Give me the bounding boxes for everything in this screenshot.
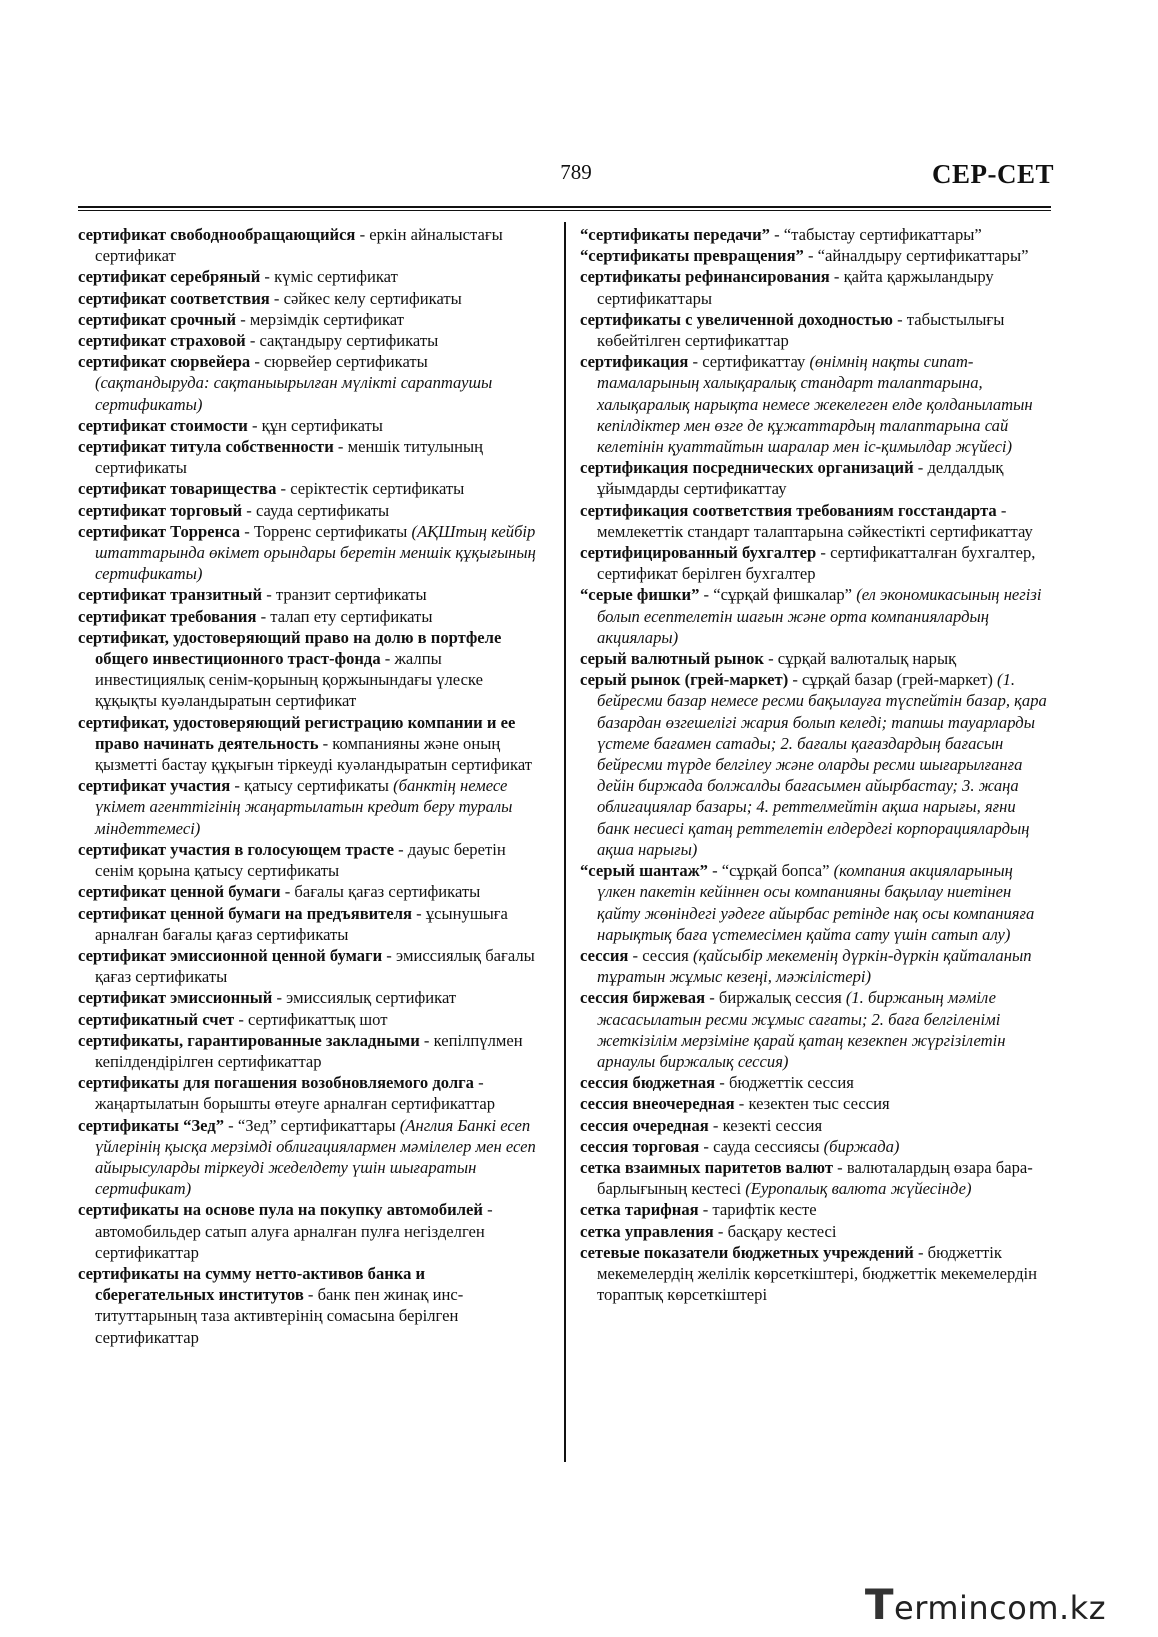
column-divider	[564, 222, 566, 1462]
dictionary-entry	[580, 351, 1050, 457]
dictionary-entry	[580, 945, 1050, 987]
dictionary-entry	[580, 1242, 1050, 1306]
entry-term: сессия	[580, 945, 629, 965]
dictionary-entry	[580, 584, 1050, 648]
entry-note: (сақтандыруда: сақтаныырылған мүлікті сараптаушы сертификаты)	[95, 373, 493, 414]
entry-note: (Еуропалық валюта жүйесінде)	[745, 1179, 972, 1199]
dictionary-entry	[78, 1009, 542, 1030]
dictionary-entry	[580, 224, 1050, 245]
dictionary-entry	[580, 1072, 1050, 1093]
entry-definition: - автомобильдер сатып алуға арналған пулға негізделген сертификаттар	[95, 1200, 493, 1262]
entry-definition: - сұрқай валюталық нарық	[763, 649, 957, 669]
entry-term: сертификат участия в голосующем трасте	[78, 839, 394, 859]
entry-definition: - басқару кестесі	[713, 1221, 837, 1241]
entry-definition: - компанияны және оның қызметті бастау құқығын тіркеуді куәландыратын сертификат	[95, 733, 533, 775]
entry-term: “сертификаты превращения”	[580, 246, 804, 266]
entry-term: сертификат свободнообращающийся	[78, 225, 356, 244]
entry-note: (биржада)	[823, 1136, 900, 1156]
entry-term: “серые фишки”	[580, 585, 700, 605]
entry-term: сетка взаимных паритетов валют	[580, 1157, 834, 1177]
dictionary-entry	[580, 245, 1050, 266]
entry-term: сертификаты, гарантированные закладными	[78, 1030, 420, 1050]
entry-term: серый валютный рынок	[580, 649, 764, 669]
logo-initial: T	[864, 1580, 895, 1629]
entry-definition: - бюджеттік сессия	[715, 1073, 854, 1093]
entry-term: сертификат торговый	[78, 500, 243, 520]
entry-note: (1. биржаның мәміле жасасылатын ресми жұмыс сағаты; 2. баға белгіленімі жеткізілім мерзіміне қарай қатаң кезекпен жүргізілетін арнаулы биржалық сессия)	[597, 988, 1006, 1071]
dictionary-entry	[78, 1263, 542, 1348]
entry-definition: - банк пен жинақ институттарының таза активтерінің сомасына берілген сертификаттар	[95, 1285, 464, 1347]
entry-definition: - серіктестік сертификаты	[276, 479, 465, 499]
entry-term: сертификат стоимости	[78, 415, 248, 435]
entry-definition: - сауда сертификаты	[242, 500, 390, 520]
entry-term: сертификат серебряный	[78, 267, 261, 287]
entry-definition: - “сұрқай фишкалар”	[699, 585, 857, 605]
entry-note: (АҚШтың кейбір штаттарында өкімет орындары беретін меншік құқығының сертификаты)	[95, 521, 536, 584]
entry-definition: - “айналдыру сертификаттары”	[803, 246, 1029, 266]
dictionary-entry	[78, 288, 542, 309]
entry-definition: - кезектен тыс сессия	[734, 1094, 890, 1114]
entry-definition: - табыстылығы көбейтілген сертификаттар	[597, 309, 1005, 351]
entry-term: сертификат ценной бумаги на предъявителя	[78, 903, 413, 923]
dictionary-entry	[580, 266, 1050, 308]
entry-term: сертификат требования	[78, 606, 257, 626]
entry-definition: - жаңартылатын борышты өтеуге арналған сертификаттар	[95, 1073, 496, 1114]
entry-definition: - бюджеттік мекемелердің желілік көрсеткіштері, бюджеттік мекемелердін тораптық көрсеткіштері	[597, 1242, 1038, 1305]
dictionary-entry	[580, 1115, 1050, 1136]
entry-definition: - “табыстау сертификаттары”	[769, 225, 982, 244]
entry-term: сертификация	[580, 352, 689, 372]
dictionary-entry	[78, 478, 542, 499]
entry-definition: - сессия	[628, 945, 693, 965]
entry-note: (банктің немесе үкімет агенттігінің жаңартылатын кредит беру туралы міндеттемесі)	[95, 776, 513, 838]
dictionary-entry	[78, 1030, 542, 1072]
dictionary-entry	[580, 1136, 1050, 1157]
dictionary-entry	[78, 881, 542, 902]
header-rule-thin	[78, 210, 1051, 211]
entry-term: сертификаты “Зед”	[78, 1115, 225, 1135]
entry-note: (ел экономикасының негізі болып есептелетін шағын және орта компаниялардың акциялары)	[597, 585, 1042, 647]
entry-term: сетка тарифная	[580, 1200, 699, 1220]
left-column	[78, 224, 542, 1348]
entry-definition: - эмиссиялық бағалы қағаз сертификаты	[95, 945, 535, 987]
entry-term: серый рынок (грей-маркет)	[580, 670, 789, 690]
entry-term: “серый шантаж”	[580, 861, 708, 881]
entry-definition: - меншік титулының сертификаты	[95, 437, 484, 478]
dictionary-entry	[78, 987, 542, 1008]
entry-note: (1. бейресми базар немесе ресми бақылауға түспейтін базар, қара базардан өзгешелігі жария болып келеді; тапшы тауарларды үстеме бағамен сатады; 2. бағалы қағаздардың бағасын бейресми түрде белгілеу және оларды ресми шығарылғанға дейін биржада болжалды бағасымен айырбастау; 3. жаңа облигациялар базары; 4. реттелмейтін ақша нарығы, яғни банк несиесі қатаң реттелетін елдердегі корпорациялардың ақша нарығы)	[597, 670, 1047, 859]
entry-term: сертификат участия	[78, 776, 231, 796]
entry-definition: - делдалдық ұйымдарды сертификаттау	[597, 458, 1004, 499]
entry-definition: - сауда сессиясы	[699, 1136, 824, 1156]
dictionary-entry	[78, 330, 542, 351]
entry-note: (өнімнің нақты сипаттамаларының халықаралық стандарт талаптарына, халықаралық нарықта немесе жекелеген елде қолданылатын кепілдіктер мен өзге де құжаттардың талаптарына сай келетінін қуаттайтын шаралар мен іс-қимылдар жүйесі)	[597, 352, 1033, 457]
entry-term: сертификат страховой	[78, 331, 246, 351]
entry-definition: - бағалы қағаз сертификаты	[280, 882, 481, 902]
entry-term: сертификат транзитный	[78, 585, 263, 605]
dictionary-entry	[78, 436, 542, 478]
entry-term: сессия биржевая	[580, 988, 706, 1008]
dictionary-entry	[78, 500, 542, 521]
entry-term: сертификат эмиссионной ценной бумаги	[78, 945, 383, 965]
entry-term: сертифицированный бухгалтер	[580, 543, 817, 563]
dictionary-entry	[580, 648, 1050, 669]
dictionary-entry	[580, 1093, 1050, 1114]
dictionary-entry	[78, 839, 542, 881]
entry-definition: - құн сертификаты	[247, 415, 383, 435]
dictionary-entry	[78, 606, 542, 627]
page-header	[0, 0, 1158, 215]
entry-term: сертификат титула собственности	[78, 437, 334, 457]
dictionary-entry	[580, 457, 1050, 499]
dictionary-entry	[78, 415, 542, 436]
entry-note: (Англия Банкі есеп үйлерінің қысқа мерзімді облигациялармен мәмілелер мен есеп айырысуларды тіркеуді жеделдету үшін шығаратын сертификат)	[95, 1115, 536, 1199]
dictionary-entry	[78, 1072, 542, 1114]
header-rule	[78, 206, 1051, 208]
entry-definition: - транзит сертификаты	[262, 585, 427, 605]
dictionary-entry	[78, 1115, 542, 1200]
dictionary-entry	[78, 945, 542, 987]
entry-definition: - қайта қаржыландыру сертификаттары	[597, 267, 994, 308]
dictionary-entry	[78, 266, 542, 287]
dictionary-entry	[78, 903, 542, 945]
entry-term: сертификат соответствия	[78, 288, 270, 308]
entry-definition: - сәйкес келу сертификаты	[269, 288, 462, 308]
entry-definition: - “Зед” сертификаттары	[224, 1115, 400, 1135]
entry-definition: - сұрқай базар (грей-маркет)	[788, 670, 998, 690]
entry-term: сессия внеочередная	[580, 1094, 735, 1114]
entry-term: сертификат, удостоверяющий регистрацию компании и ее право начинать деятельность	[78, 712, 516, 753]
entry-note: (қайсыбір мекеменің дүркін-дүркін қайталанып тұратын жұмыс кезеңі, мәжілістері)	[597, 945, 1032, 987]
entry-term: сертификат эмиссионный	[78, 988, 273, 1008]
entry-term: сессия бюджетная	[580, 1073, 716, 1093]
entry-definition: - ұсынушыға арналған бағалы қағаз сертификаты	[95, 903, 508, 944]
entry-term: сертификат ценной бумаги	[78, 882, 281, 902]
entry-term: сетка управления	[580, 1221, 714, 1241]
entry-term: сертификация соответствия требованиям госстандарта	[580, 500, 997, 520]
entry-definition: - “сұрқай бопса”	[707, 861, 834, 881]
entry-definition: - кепілпүлмен кепілдендірілген сертификаттар	[95, 1030, 523, 1071]
dictionary-entry	[78, 584, 542, 605]
dictionary-entry	[78, 224, 542, 266]
entry-definition: - сертификатталған бухгалтер, сертификат берілген бухгалтер	[597, 543, 1036, 584]
dictionary-entry	[580, 542, 1050, 584]
entry-term: сессия торговая	[580, 1136, 700, 1156]
entry-term: сертификат, удостоверяющий право на долю в портфеле общего инвестиционного траст-фонда	[78, 627, 502, 669]
entry-definition: - жалпы инвестициялық сенім-қорының қоржынындағы үлеске құқықты куәландыратын сертификат	[95, 649, 483, 711]
dictionary-entry	[78, 521, 542, 585]
running-head: СЕР-СЕТ	[931, 159, 1054, 189]
site-logo[interactable]	[865, 1580, 1106, 1629]
entry-definition: - сақтандыру сертификаты	[245, 331, 439, 351]
entry-definition: - тарифтік кесте	[698, 1200, 817, 1220]
entry-definition: - сертификаттау	[688, 352, 810, 372]
entry-term: сертификат сюрвейера	[78, 352, 251, 372]
entry-definition: - валюталардың өзара бара-барлығының кестесі	[597, 1157, 1033, 1199]
entry-term: сертификация посреднических организаций	[580, 458, 914, 478]
dictionary-entry	[78, 627, 542, 712]
entry-definition: - кезекті сессия	[708, 1115, 823, 1135]
dictionary-entry	[78, 775, 542, 839]
entry-term: сертификаты на сумму нетто-активов банка и сберегательных институтов	[78, 1263, 426, 1305]
dictionary-entry	[78, 351, 542, 415]
entry-term: сетевые показатели бюджетных учреждений	[580, 1242, 914, 1262]
entry-term: сертификаты для погашения возобновляемого долга	[78, 1073, 474, 1093]
entry-definition: - дауыс беретін сенім қорына қатысу сертификаты	[95, 839, 506, 881]
entry-term: сессия очередная	[580, 1115, 709, 1135]
entry-definition: - мерзімдік сертификат	[236, 309, 404, 329]
entry-term: сертификат товарищества	[78, 479, 277, 499]
entry-term: сертификатный счет	[78, 1009, 235, 1029]
entry-definition: - мемлекеттік стандарт талаптарына сәйкестікті сертификаттау	[597, 500, 1033, 541]
dictionary-entry	[78, 1199, 542, 1263]
entry-definition: - биржалық сессия	[705, 988, 846, 1008]
entry-term: сертификаты рефинансирования	[580, 267, 830, 287]
dictionary-entry	[78, 309, 542, 330]
entry-term: “сертификаты передачи”	[580, 225, 770, 244]
right-column	[580, 224, 1050, 1305]
dictionary-entry	[580, 309, 1050, 351]
dictionary-entry	[580, 669, 1050, 860]
dictionary-entry	[78, 712, 542, 776]
entry-definition: - эмиссиялық сертификат	[272, 988, 457, 1008]
entry-definition: - еркін айналыстағы сертификат	[95, 225, 503, 266]
entry-term: сертификаты с увеличенной доходностью	[580, 309, 893, 329]
dictionary-entry	[580, 987, 1050, 1072]
entry-definition: - қатысу сертификаты	[230, 776, 394, 796]
entry-term: сертификат Торренса	[78, 521, 241, 541]
entry-definition: - сюрвейер сертификаты	[250, 352, 428, 372]
dictionary-entry	[580, 1221, 1050, 1242]
entry-definition: - сертификаттық шот	[234, 1009, 388, 1029]
entry-note: (компания акцияларының үлкен пакетін кейіннен осы компанияны бақылау ниетінен қайту жөніндегі уәдеге айырбас ретінде нақ осы компанияға нарықтық баға үстемесімен қайта сату үшін сатып алу)	[597, 861, 1035, 944]
entry-definition: - күміс сертификат	[260, 267, 398, 287]
dictionary-entry	[580, 1157, 1050, 1199]
entry-definition: - Торренс сертификаты	[240, 521, 412, 541]
dictionary-entry	[580, 500, 1050, 542]
dictionary-entry	[580, 860, 1050, 945]
entry-definition: - талап ету сертификаты	[256, 606, 433, 626]
dictionary-entry	[580, 1199, 1050, 1220]
page-number: 789	[560, 160, 592, 184]
entry-term: сертификаты на основе пула на покупку автомобилей	[78, 1200, 483, 1220]
entry-term: сертификат срочный	[78, 309, 237, 329]
logo-text: ermincom.kz	[894, 1589, 1106, 1627]
